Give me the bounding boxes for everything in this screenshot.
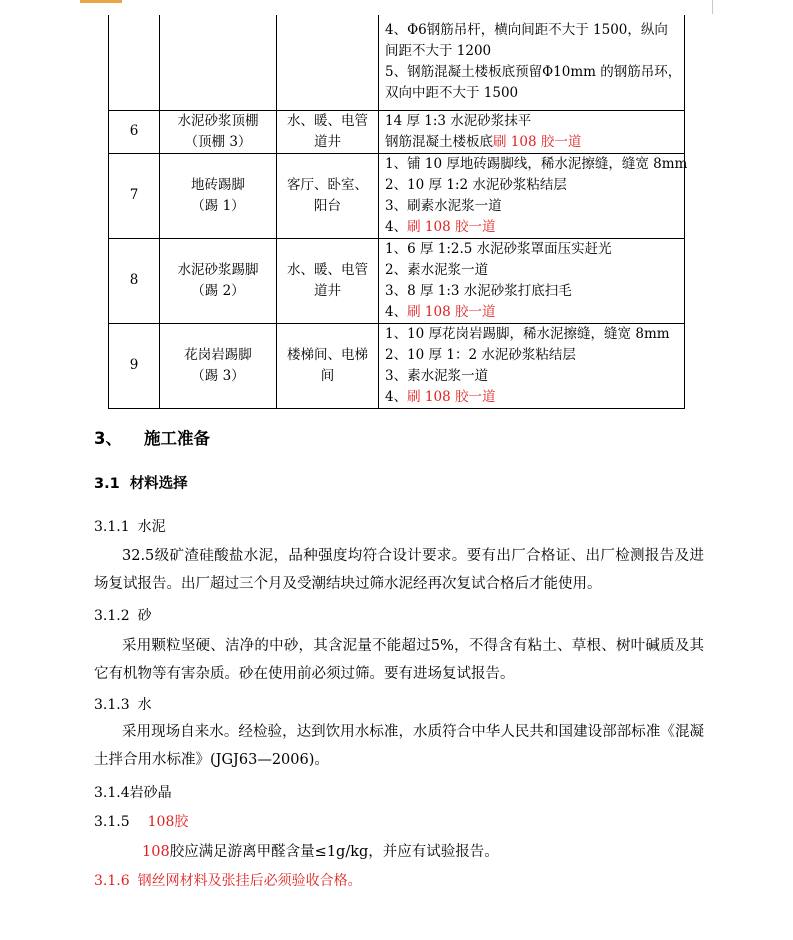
header-rule xyxy=(712,0,713,14)
finish-name: 水泥砂浆顶棚 （顶棚 3） xyxy=(160,110,277,153)
step-line: 3、8 厚 1:3 水泥砂浆打底扫毛 xyxy=(385,282,572,299)
step-line: 钢筋混凝土楼板底刷 108 胶一道 xyxy=(385,133,582,150)
construction-steps xyxy=(379,15,685,110)
construction-steps xyxy=(379,110,685,153)
construction-steps xyxy=(379,238,685,323)
table-row xyxy=(109,153,685,238)
row-number: 8 xyxy=(109,238,160,323)
finish-name: 地砖踢脚 （踢 1） xyxy=(160,153,277,238)
step-line: 2、10 厚 1:2 水泥砂浆粘结层 xyxy=(385,176,567,193)
table-row xyxy=(109,323,685,408)
step-line: 14 厚 1:3 水泥砂浆抹平 xyxy=(385,112,532,129)
step-line: 4、Φ6钢筋吊杆，横向间距不大于 1500，纵向 xyxy=(385,22,668,39)
glue-text-lead: 108 xyxy=(142,844,170,860)
row-number: 7 xyxy=(109,153,160,238)
finish-spec-table xyxy=(108,15,688,409)
step-line: 2、素水泥浆一道 xyxy=(385,261,489,278)
step-line: 4、刷 108 胶一道 xyxy=(385,388,496,405)
step-line: 3、刷素水泥浆一道 xyxy=(385,197,502,214)
step-line: 双向中距不大于 1500 xyxy=(385,85,519,102)
step-line: 2、10 厚 1：2 水泥砂浆粘结层 xyxy=(385,346,576,363)
subsection-heading: 3.1 材料选择 xyxy=(94,476,188,492)
section-heading: 3、 施工准备 xyxy=(94,429,210,448)
item-heading-mesh: 3.1.6 钢丝网材料及张挂后必须验收合格。 xyxy=(94,873,362,889)
step-line: 1、铺 10 厚地砖踢脚线，稀水泥擦缝，缝宽 8mm xyxy=(385,155,688,172)
item-text-water: 采用现场自来水。经检验，达到饮用水标准，水质符合中华人民共和国建设部部标准《混凝土拌合用水标准》(JGJ63—2006)。 xyxy=(94,724,704,768)
applied-area: 客厅、卧室、 阳台 xyxy=(277,153,379,238)
row-number: 9 xyxy=(109,323,160,408)
step-line: 3、素水泥浆一道 xyxy=(385,367,489,384)
applied-area: 水、暖、电管 道井 xyxy=(277,238,379,323)
finish-name: 花岗岩踢脚 （踢 3） xyxy=(160,323,277,408)
table-row xyxy=(109,238,685,323)
item-heading-glue: 3.1.5 108胶 xyxy=(94,814,189,830)
glue-text-rest: 胶应满足游离甲醛含量≤1g/kg，并应有试验报告。 xyxy=(169,844,499,860)
item-heading-sand: 3.1.2 砂 xyxy=(94,608,152,624)
finish-name: 水泥砂浆踢脚 （踢 2） xyxy=(160,238,277,323)
step-line: 5、钢筋混凝土楼板底预留Φ10mm 的钢筋吊环， xyxy=(385,64,682,81)
applied-area: 楼梯间、电梯 间 xyxy=(277,323,379,408)
applied-area xyxy=(277,15,379,110)
item-text-cement: 32.5级矿渣硅酸盐水泥，品种强度均符合设计要求。要有出厂合格证、出厂检测报告及进场复试报告。出厂超过三个月及受潮结块过筛水泥经再次复试合格后才能使用。 xyxy=(94,548,704,592)
step-line: 4、刷 108 胶一道 xyxy=(385,303,496,320)
table-row xyxy=(109,15,685,110)
item-text-glue xyxy=(142,838,499,866)
construction-steps xyxy=(379,153,688,238)
step-line: 4、刷 108 胶一道 xyxy=(385,218,496,235)
item-heading-water: 3.1.3 水 xyxy=(94,697,152,713)
construction-steps xyxy=(379,323,685,408)
finish-name xyxy=(160,15,277,110)
row-number: 6 xyxy=(109,110,160,153)
table-row xyxy=(109,110,685,153)
item-heading-rock-sand: 3.1.4岩砂晶 xyxy=(94,785,172,801)
item-text-sand: 采用颗粒坚硬、洁净的中砂，其含泥量不能超过5%，不得含有粘土、草根、树叶碱质及其它有机物等有害杂质。砂在使用前必须过筛。要有进场复试报告。 xyxy=(94,638,704,682)
item-heading-cement: 3.1.1 水泥 xyxy=(94,519,166,535)
applied-area: 水、暖、电管 道井 xyxy=(277,110,379,153)
step-line: 间距不大于 1200 xyxy=(385,43,492,60)
step-line: 1、10 厚花岗岩踢脚，稀水泥擦缝，缝宽 8mm xyxy=(385,325,670,342)
header-mark xyxy=(80,0,122,3)
row-number xyxy=(109,15,160,110)
step-line: 1、6 厚 1:2.5 水泥砂浆罩面压实赶光 xyxy=(385,240,612,257)
